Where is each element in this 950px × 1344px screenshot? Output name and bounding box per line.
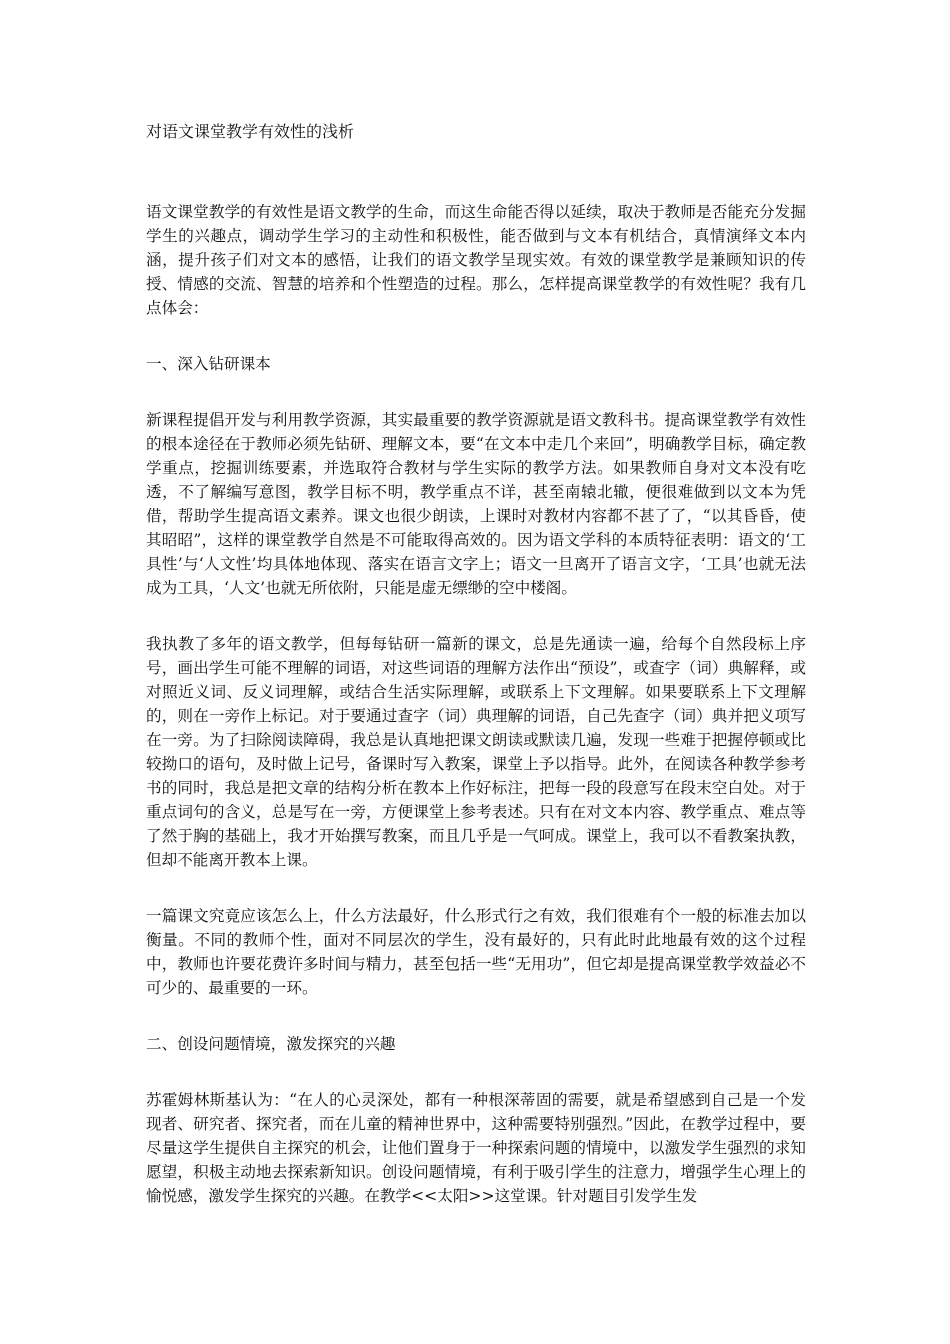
section-heading-1: 一、深入钻研课本 (146, 355, 271, 373)
paragraph-section2-a: 苏霍姆林斯基认为：“在人的心灵深处，都有一种根深蒂固的需要，就是希望感到自己是一个发现者、研究者、探究者，而在儿童的精神世界中，这种需要特别强烈。”因此，在教学过程中，要尽量这学生提供自主探究的机会，让他们置身于一种探索问题的情境中，以激发学生强烈的求知愿望，积极主动地去探索新知识。创设问题情境，有利于吸引学生的注意力，增强学生心理上的愉悦感，激发学生探究的兴趣。在教学<<太阳>>这堂课。针对题目引发学生发 (146, 1091, 806, 1205)
document-title: 对语文课堂教学有效性的浅析 (146, 122, 355, 141)
paragraph-section1-c: 一篇课文究竟应该怎么上，什么方法最好，什么形式行之有效，我们很难有个一般的标准去加以衡量。不同的教师个性，面对不同层次的学生，没有最好的，只有此时此地最有效的这个过程中，教师也许要花费许多时间与精力，甚至包括一些“无用功”，但它却是提高课堂教学效益必不可少的、最重要的一环。 (146, 907, 806, 997)
paragraph-section1-b: 我执教了多年的语文教学，但每每钻研一篇新的课文，总是先通读一遍，给每个自然段标上序号，画出学生可能不理解的词语，对这些词语的理解方法作出“预设”，或查字（词）典解释，或对照近义词、反义词理解，或结合生活实际理解，或联系上下文理解。如果要联系上下文理解的，则在一旁作上标记。对于要通过查字（词）典理解的词语，自己先查字（词）典并把义项写在一旁。为了扫除阅读障碍，我总是认真地把课文朗读或默读几遍，发现一些难于把握停顿或比较拗口的语句，及时做上记号，备课时写入教案，课堂上予以指导。此外，在阅读各种教学参考书的同时，我总是把文章的结构分析在教本上作好标注，把每一段的段意写在段末空白处。对于重点词句的含义，总是写在一旁，方便课堂上参考表述。只有在对文本内容、教学重点、难点等了然于胸的基础上，我才开始撰写教案，而且几乎是一气呵成。课堂上，我可以不看教案执教，但却不能离开教本上课。 (146, 635, 806, 869)
paragraph-intro: 语文课堂教学的有效性是语文教学的生命，而这生命能否得以延续，取决于教师是否能充分发掘学生的兴趣点，调动学生学习的主动性和积极性，能否做到与文本有机结合，真情演绎文本内涵，提升孩子们对文本的感悟，让我们的语文教学呈现实效。有效的课堂教学是兼顾知识的传授、情感的交流、智慧的培养和个性塑造的过程。那么，怎样提高课堂教学的有效性呢？我有几点体会： (146, 203, 806, 317)
paragraph-section1-a: 新课程提倡开发与利用教学资源，其实最重要的教学资源就是语文教科书。提高课堂教学有效性的根本途径在于教师必须先钻研、理解文本，要“在文本中走几个来回”，明确教学目标，确定教学重点，挖掘训练要素，并选取符合教材与学生实际的教学方法。如果教师自身对文本没有吃透，不了解编写意图，教学目标不明，教学重点不详，甚至南辕北辙，便很难做到以文本为凭借，帮助学生提高语文素养。课文也很少朗读，上课时对教材内容都不甚了了，“以其昏昏，使其昭昭”，这样的课堂教学自然是不可能取得高效的。因为语文学科的本质特征表明：语文的‘工具性’与‘人文性’均具体地体现、落实在语言文字上；语文一旦离开了语言文字，‘工具’也就无法成为工具，‘人文’也就无所依附，只能是虚无缥缈的空中楼阁。 (146, 411, 806, 597)
section-heading-2: 二、创设问题情境，激发探究的兴趣 (146, 1035, 396, 1053)
document-body (146, 200, 806, 1240)
